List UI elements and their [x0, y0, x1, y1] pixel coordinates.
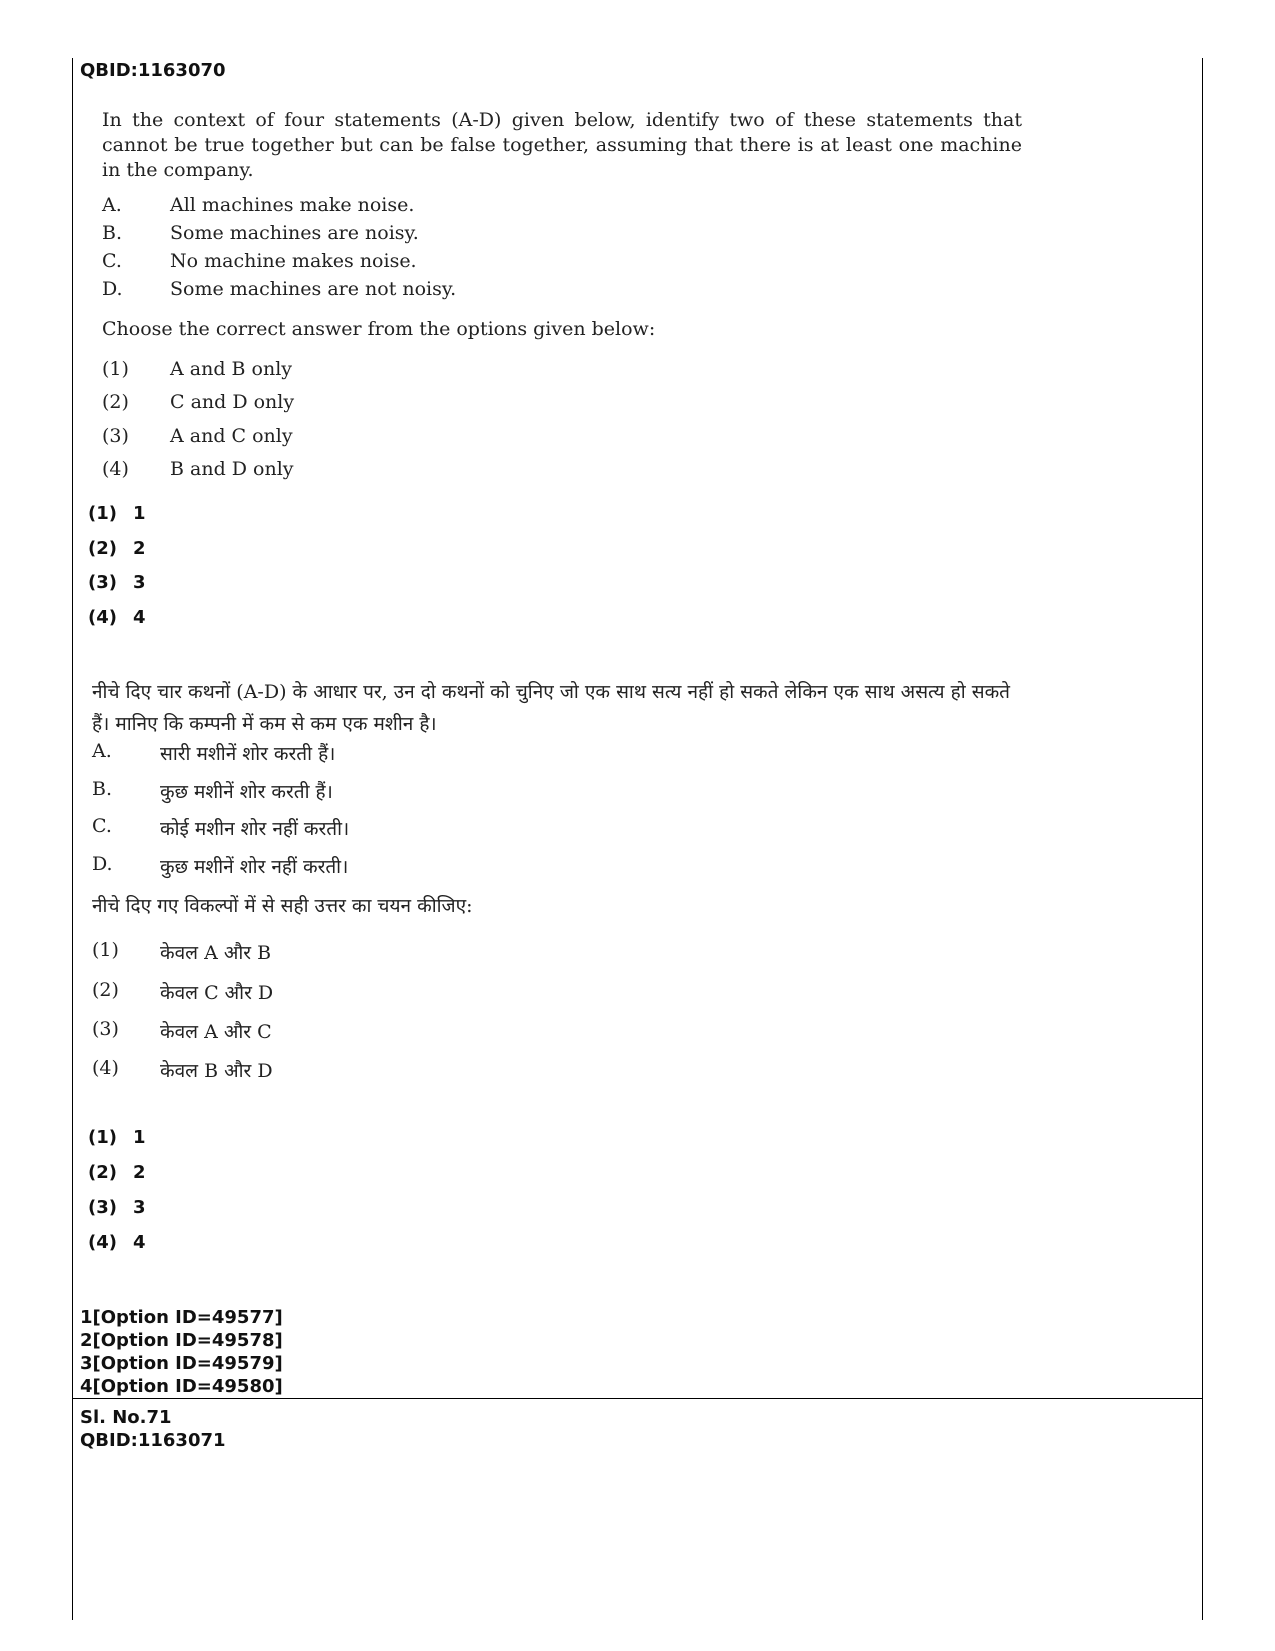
instruction-hi: नीचे दिए गए विकल्पों में से सही उत्तर का चयन कीजिए: — [92, 895, 473, 917]
option-label: (4) — [102, 458, 129, 480]
option-text: केवल A और B — [160, 942, 272, 964]
answer-choice-2[interactable] — [88, 538, 146, 559]
answer-choice-2-hi[interactable] — [88, 1162, 146, 1183]
statement-label: D. — [102, 278, 123, 300]
option-label: (4) — [92, 1057, 119, 1079]
instruction-en: Choose the correct answer from the options given below: — [102, 318, 656, 340]
option-label: (1) — [92, 939, 119, 961]
statement-label: C. — [102, 250, 122, 272]
option-id: 3[Option ID=49579] — [80, 1353, 283, 1374]
answer-value: 3 — [133, 572, 146, 593]
answer-value: 4 — [133, 607, 146, 628]
statement-text: No machine makes noise. — [170, 250, 417, 272]
answer-label: (2) — [88, 1162, 117, 1183]
option-id: 2[Option ID=49578] — [80, 1330, 283, 1351]
left-border — [72, 58, 73, 1620]
answer-label: (1) — [88, 1127, 117, 1148]
option-label: (2) — [92, 979, 119, 1001]
question-text-en: In the context of four statements (A-D) given below, identify two of these statements that cannot be true together but can be false together, assuming that there is at least one machine in the company. — [102, 109, 1022, 181]
answer-choice-3-hi[interactable] — [88, 1197, 146, 1218]
option-label: (1) — [102, 358, 129, 380]
statement-label: B. — [102, 222, 123, 244]
answer-choice-1[interactable] — [88, 503, 146, 524]
question-text-hi: नीचे दिए चार कथनों (A-D) के आधार पर, उन दो कथनों को चुनिए जो एक साथ सत्य नहीं हो सकते लेकिन एक साथ असत्य हो सकते हैं। मानिए कि कम्पनी में कम से कम एक मशीन है। — [92, 681, 1010, 735]
answer-choice-3[interactable] — [88, 572, 146, 593]
statement-text: सारी मशीनें शोर करती हैं। — [160, 743, 336, 765]
statement-label: A. — [102, 194, 122, 216]
statement-label: A. — [92, 740, 112, 762]
option-id: 1[Option ID=49577] — [80, 1307, 283, 1328]
option-label: (2) — [102, 391, 129, 413]
answer-label: (2) — [88, 538, 117, 559]
question-divider — [72, 1398, 1203, 1399]
option-text: केवल A और C — [160, 1021, 272, 1043]
next-qbid-label: QBID:1163071 — [80, 1430, 226, 1451]
right-border — [1202, 58, 1203, 1620]
answer-label: (4) — [88, 1232, 117, 1253]
option-text: C and D only — [170, 391, 295, 413]
statement-label: D. — [92, 853, 113, 875]
option-text: A and C only — [170, 425, 293, 447]
answer-label: (4) — [88, 607, 117, 628]
answer-label: (3) — [88, 1197, 117, 1218]
statement-label: C. — [92, 815, 112, 837]
statement-text: कुछ मशीनें शोर नहीं करती। — [160, 856, 349, 878]
option-label: (3) — [92, 1018, 119, 1040]
statement-text: Some machines are not noisy. — [170, 278, 457, 300]
option-text: केवल B और D — [160, 1060, 273, 1082]
answer-label: (3) — [88, 572, 117, 593]
qbid-label: QBID:1163070 — [80, 60, 226, 81]
option-id: 4[Option ID=49580] — [80, 1376, 283, 1397]
statement-text: All machines make noise. — [170, 194, 415, 216]
serial-number: Sl. No.71 — [80, 1407, 172, 1428]
option-id-list — [80, 1306, 283, 1398]
answer-value: 1 — [133, 503, 146, 524]
answer-label: (1) — [88, 503, 117, 524]
next-question-header — [80, 1406, 226, 1452]
statement-text: कोई मशीन शोर नहीं करती। — [160, 818, 350, 840]
answer-value: 3 — [133, 1197, 146, 1218]
statement-text: कुछ मशीनें शोर करती हैं। — [160, 781, 333, 803]
answer-value: 1 — [133, 1127, 146, 1148]
answer-choice-4[interactable] — [88, 607, 146, 628]
answer-value: 2 — [133, 1162, 146, 1183]
answer-choice-1-hi[interactable] — [88, 1127, 146, 1148]
option-label: (3) — [102, 425, 129, 447]
answer-value: 2 — [133, 538, 146, 559]
statement-label: B. — [92, 778, 113, 800]
statement-text: Some machines are noisy. — [170, 222, 419, 244]
option-text: B and D only — [170, 458, 294, 480]
answer-choice-4-hi[interactable] — [88, 1232, 146, 1253]
option-text: A and B only — [170, 358, 293, 380]
answer-value: 4 — [133, 1232, 146, 1253]
option-text: केवल C और D — [160, 982, 274, 1004]
